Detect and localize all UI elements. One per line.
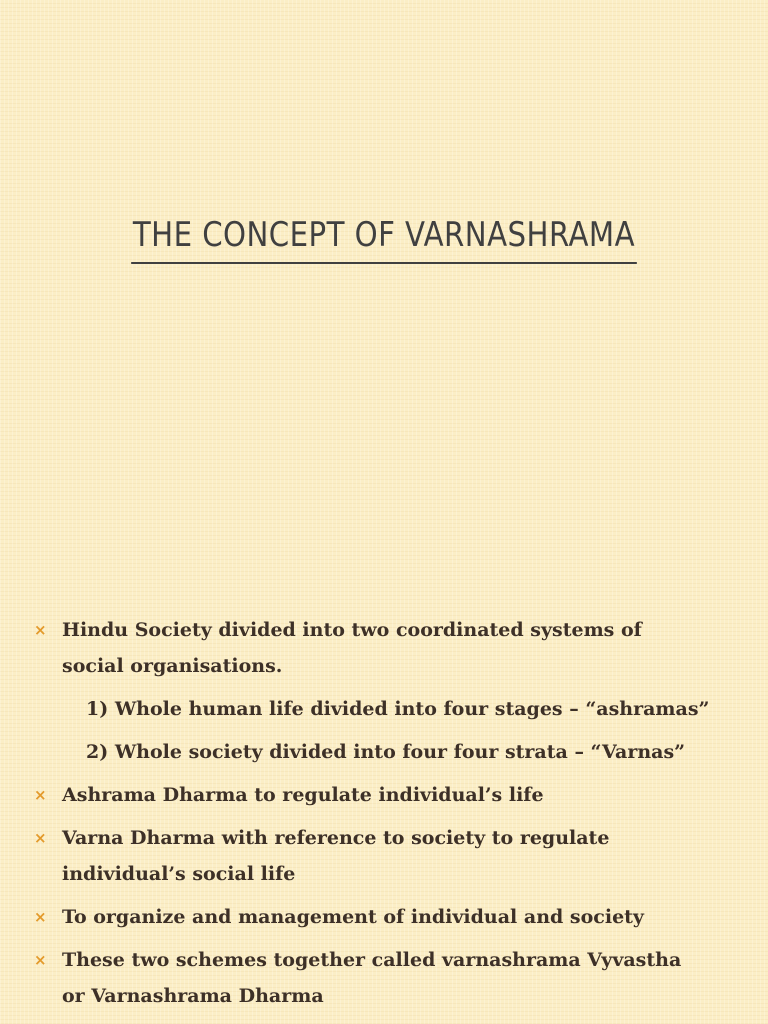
list-item <box>0 612 768 684</box>
list-item-text: Varna Dharma with reference to society to regulate individual’s social life <box>62 827 610 885</box>
bullet-x-icon: × <box>34 829 47 847</box>
bullet-x-icon: × <box>34 786 47 804</box>
sub-list-item-text: 2) Whole society divided into four four strata – “Varnas” <box>86 741 686 763</box>
sub-list-item <box>0 734 768 770</box>
bullet-list <box>0 612 768 1021</box>
bullet-x-icon: × <box>34 621 47 639</box>
list-item <box>0 820 768 892</box>
list-item-text: To organize and management of individual and society <box>62 906 644 928</box>
title-reflection <box>0 262 768 272</box>
list-item <box>0 777 768 813</box>
list-item-text: These two schemes together called varnashrama Vyvastha or Varnashrama Dharma <box>62 949 682 1007</box>
bullet-x-icon: × <box>34 951 47 969</box>
list-item <box>0 942 768 1014</box>
list-item-text: Hindu Society divided into two coordinated systems of social organisations. <box>62 619 642 677</box>
list-item <box>0 899 768 935</box>
sub-list-item <box>0 691 768 727</box>
list-item-text: Ashrama Dharma to regulate individual’s life <box>62 784 544 806</box>
bullet-x-icon: × <box>34 908 47 926</box>
sub-list-item-text: 1) Whole human life divided into four stages – “ashramas” <box>86 698 710 720</box>
slide-title: THE CONCEPT OF VARNASHRAMA <box>131 208 637 264</box>
title-container <box>0 208 768 264</box>
